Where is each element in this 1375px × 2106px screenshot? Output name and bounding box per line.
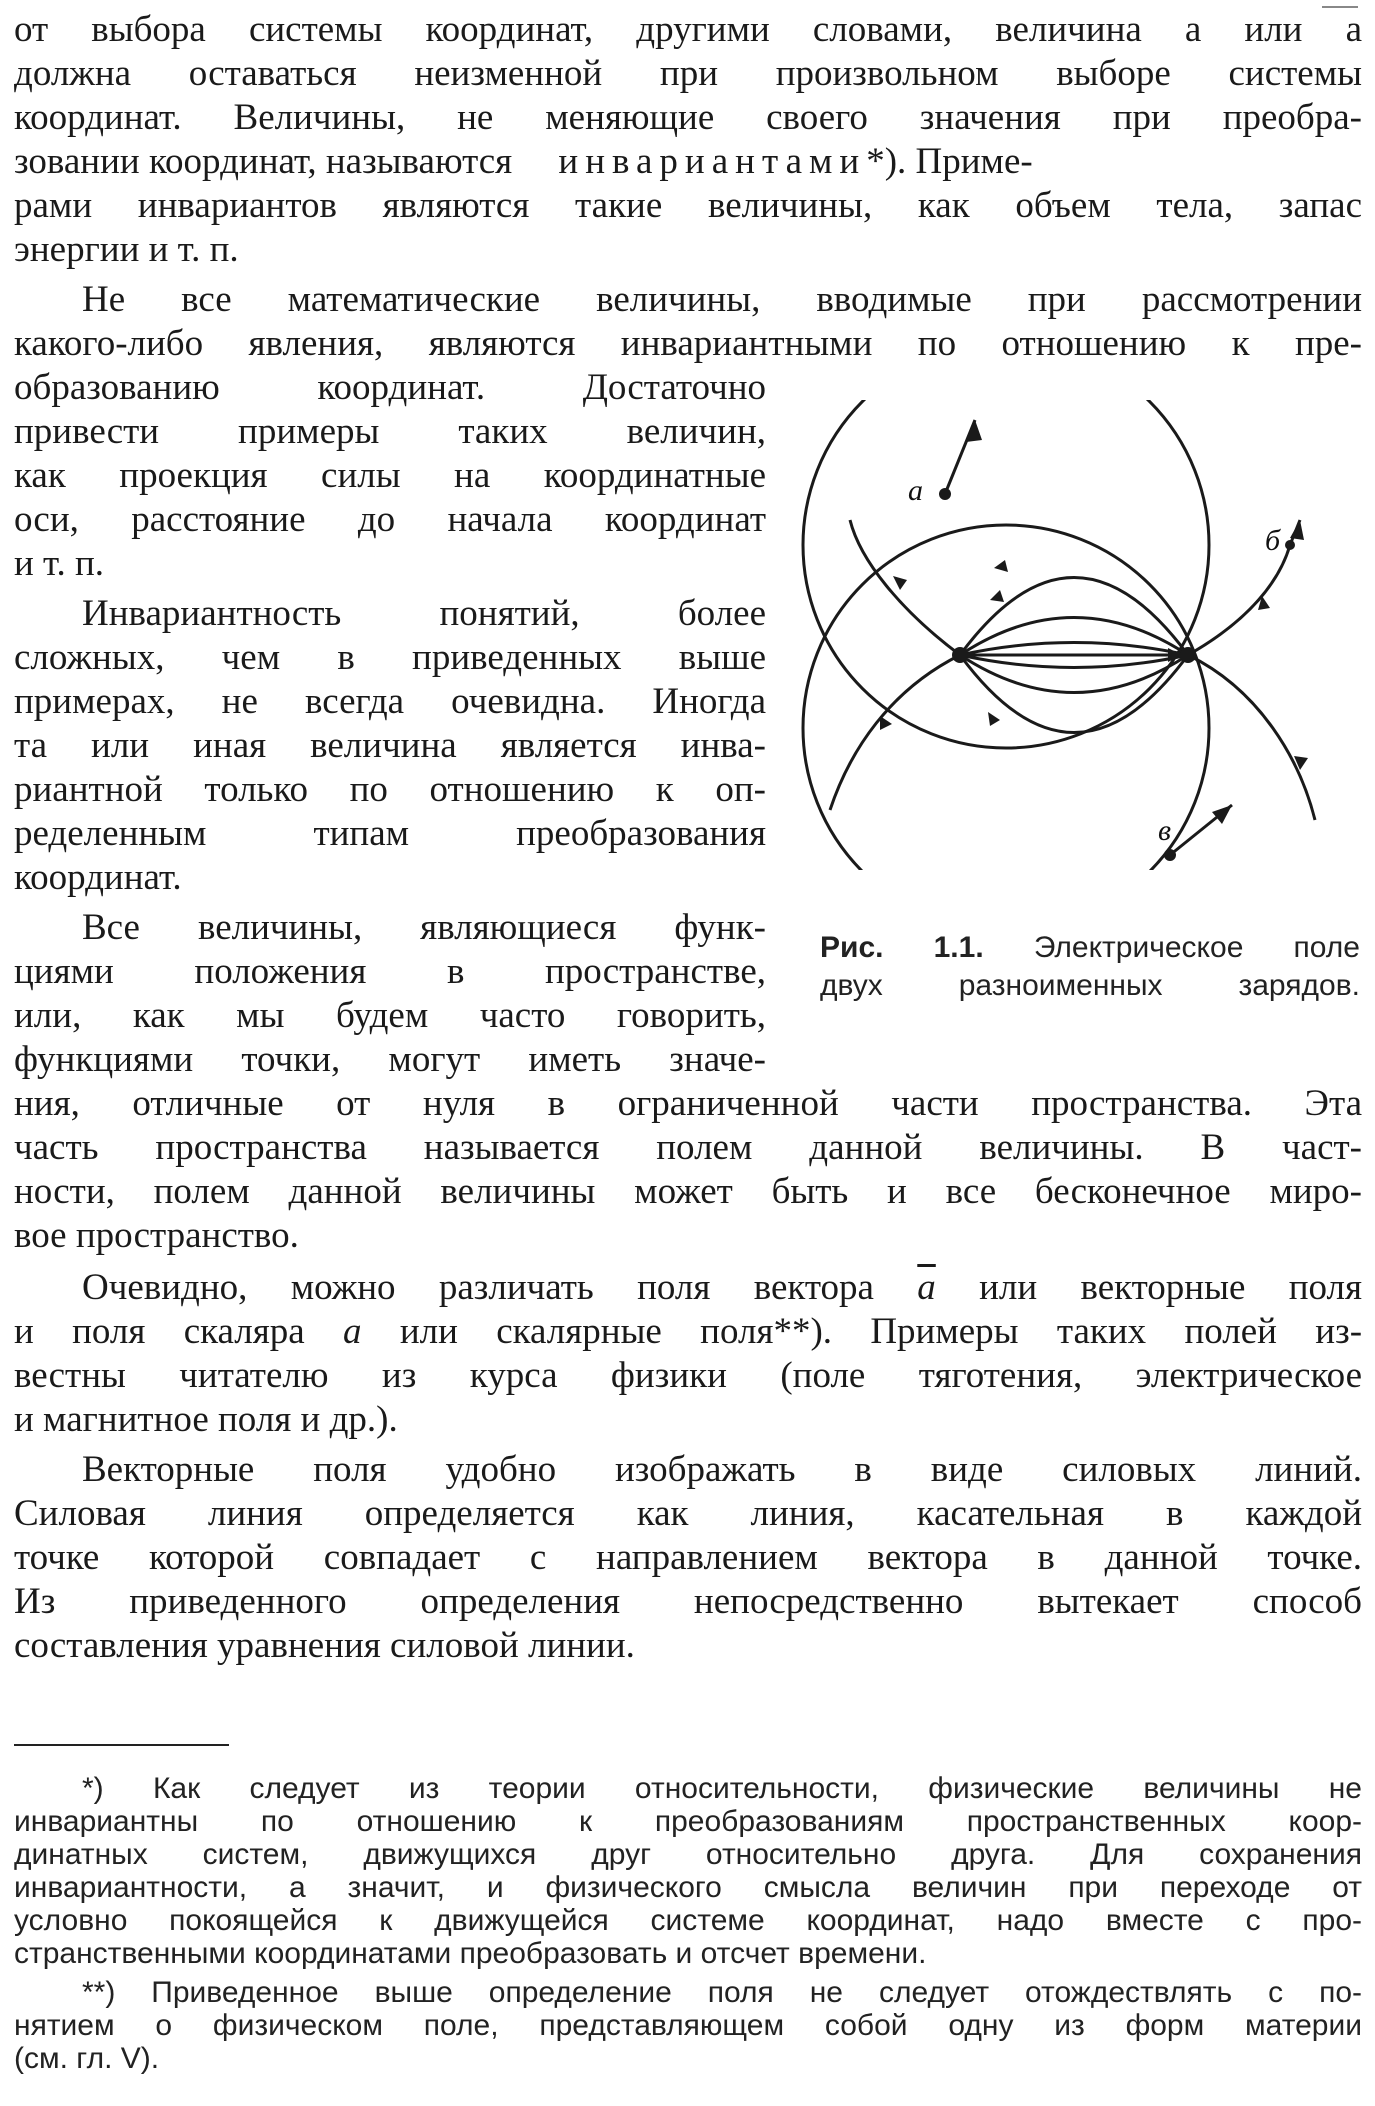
text-line: Из приведенного определения непосредственно вытекает способ	[14, 1581, 1362, 1622]
text-line: составления уравнения силовой линии.	[14, 1625, 635, 1666]
arrowhead	[990, 590, 1004, 602]
text-line	[14, 140, 1362, 184]
point-b	[1285, 540, 1295, 550]
figure-caption-line: двух разноименных зарядов.	[820, 969, 1360, 1002]
field-line	[1188, 655, 1315, 820]
text-line: как проекция силы на координатные	[14, 455, 766, 496]
field-circle-lower	[803, 525, 1209, 870]
arrowhead	[880, 716, 892, 730]
text-line: Инвариантность понятий, более	[82, 593, 766, 634]
field-lines-figure	[800, 400, 1370, 870]
text-fragment: или векторные поля	[979, 1267, 1362, 1308]
footnote-line: *) Как следует из теории относительности, физические величины не	[82, 1772, 1362, 1805]
label-b: б	[1265, 524, 1281, 557]
text-line: ределенным типам преобразования	[14, 813, 766, 854]
text-line: образованию координат. Достаточно	[14, 367, 766, 408]
footnote-line: инвариантности, а значит, и физического смысла величин при переходе от	[14, 1871, 1362, 1904]
text-line: часть пространства называется полем данной величины. В част-	[14, 1127, 1362, 1168]
footnote-line: условно покоящейся к движущейся системе координат, надо вместе с про-	[14, 1904, 1362, 1937]
text-line: вое пространство.	[14, 1215, 299, 1256]
text-line: привести примеры таких величин,	[14, 411, 766, 452]
text-line: Векторные поля удобно изображать в виде силовых линий.	[82, 1449, 1362, 1490]
footnote-line: (см. гл. V).	[14, 2042, 160, 2075]
text-fragment: или скалярные поля**). Примеры таких полей из-	[399, 1311, 1363, 1352]
text-line: сложных, чем в приведенных выше	[14, 637, 766, 678]
text-line: от выбора системы координат, другими словами, величина a или a	[14, 9, 1362, 50]
field-line	[850, 520, 960, 655]
text-line: координат. Величины, не меняющие своего значения при преобра-	[14, 97, 1362, 138]
text-line: ния, отличные от нуля в ограниченной части пространства. Эта	[14, 1083, 1362, 1124]
scalar-a: a	[343, 1311, 362, 1352]
text-line: Все величины, являющиеся функ-	[82, 907, 766, 948]
text-line: Силовая линия определяется как линия, касательная в каждой	[14, 1493, 1362, 1534]
text-line: и магнитное поля и др.).	[14, 1399, 398, 1440]
text-line: вестны читателю из курса физики (поле тяготения, электрическое	[14, 1355, 1362, 1396]
caption-lead: Рис. 1.1.	[820, 931, 984, 964]
positive-charge-point	[1180, 647, 1196, 663]
text-line: и т. п.	[14, 543, 104, 584]
text-fragment: *). Приме-	[866, 141, 1033, 182]
arrowhead	[966, 420, 982, 442]
text-line: примерах, не всегда очевидна. Иногда	[14, 681, 766, 722]
arrowhead	[1212, 805, 1232, 824]
text-line: риантной только по отношению к оп-	[14, 769, 766, 810]
text-line: координат.	[14, 857, 182, 898]
figure-caption-line	[820, 930, 1360, 966]
text-line: точке которой совпадает с направлением вектора в данной точке.	[14, 1537, 1362, 1578]
text-fragment: Очевидно, можно различать поля вектора	[82, 1267, 874, 1308]
text-line: функциями точки, могут иметь значе-	[14, 1039, 766, 1080]
field-line	[960, 655, 1188, 668]
point-a	[939, 488, 951, 500]
field-line	[830, 655, 960, 810]
footnote-separator	[14, 1744, 229, 1746]
arrowhead	[893, 576, 907, 590]
footnote-line: странственными координатами преобразовать и отсчет времени.	[14, 1937, 927, 1970]
label-a: а	[908, 474, 923, 507]
footnote-line: инвариантны по отношению к преобразованиям пространственных коор-	[14, 1805, 1362, 1838]
caption-text: Электрическое поле	[1033, 931, 1360, 964]
vector-a: $\overline{a}$	[917, 1267, 936, 1308]
text-fragment: зовании координат, называются	[14, 141, 513, 182]
text-line: или, как мы будем часто говорить,	[14, 995, 766, 1036]
arrowhead	[988, 712, 1000, 726]
field-line	[960, 643, 1188, 656]
term-invariants: инвариантами	[558, 141, 867, 182]
footnote-line: нятием о физическом поле, представляющем собой одну из форм материи	[14, 2009, 1362, 2042]
footnote-line: **) Приведенное выше определение поля не следует отождествлять с по-	[82, 1976, 1362, 2009]
text-line	[14, 1310, 1362, 1354]
point-v	[1164, 849, 1176, 861]
text-line: циями положения в пространстве,	[14, 951, 766, 992]
text-line: какого-либо явления, являются инвариантными по отношению к пре-	[14, 323, 1362, 364]
label-v: в	[1158, 814, 1172, 847]
text-line: та или иная величина является инва-	[14, 725, 766, 766]
negative-charge-point	[952, 647, 968, 663]
field-circle-upper	[803, 400, 1209, 748]
text-line: ности, полем данной величины может быть и все бесконечное миро-	[14, 1171, 1362, 1212]
text-line: Не все математические величины, вводимые при рассмотрении	[82, 279, 1362, 320]
footnote-line: динатных систем, движущихся друг относительно друга. Для сохранения	[14, 1838, 1362, 1871]
text-fragment: и поля скаляра	[14, 1311, 305, 1352]
text-line: энергии и т. п.	[14, 229, 239, 270]
text-line: оси, расстояние до начала координат	[14, 499, 766, 540]
arrowhead	[1290, 520, 1304, 540]
text-line: рами инвариантов являются такие величины, как объем тела, запас	[14, 185, 1362, 226]
text-line	[82, 1266, 1362, 1310]
arrowhead	[994, 560, 1008, 572]
text-line: должна оставаться неизменной при произвольном выборе системы	[14, 53, 1362, 94]
field-line	[1188, 545, 1290, 655]
